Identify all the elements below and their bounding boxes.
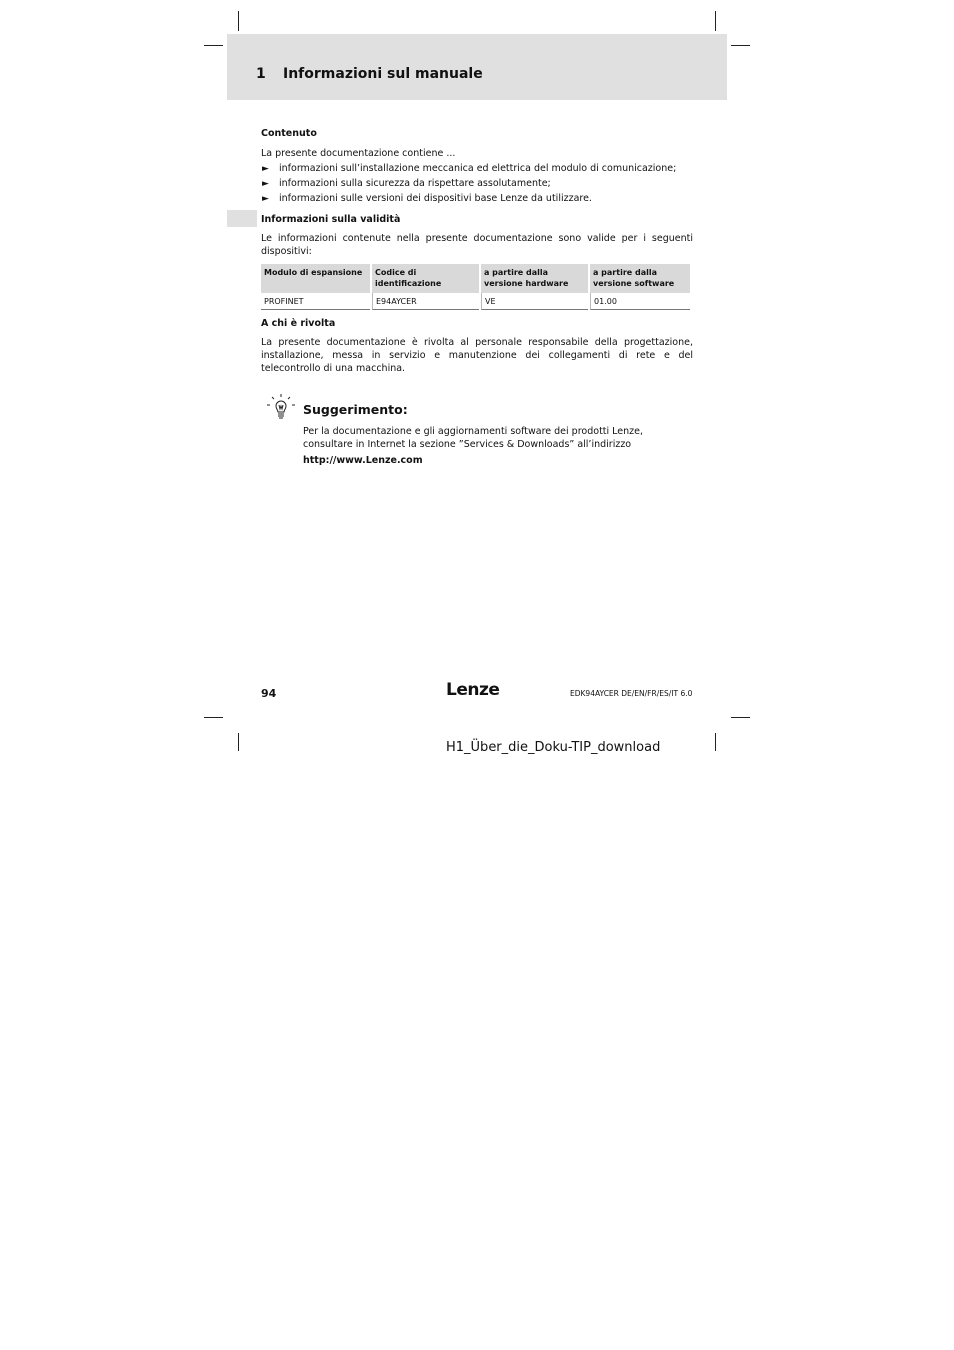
table-cell: 01.00 (590, 293, 690, 310)
contenuto-intro: La presente documentazione contiene ... (261, 148, 456, 159)
tip-text: Per la documentazione e gli aggiornamenti software dei prodotti Lenze, consultare in Internet la sezione ”Services & Downloads” all’indirizzo (303, 426, 644, 450)
validita-text: Le informazioni contenute nella presente documentazione sono valide per i seguenti dispositivi: (261, 233, 693, 257)
crop-mark (715, 733, 716, 751)
crop-mark (204, 45, 223, 46)
crop-mark (238, 11, 239, 31)
crop-mark (715, 11, 716, 31)
document-code: EDK94AYCER DE/EN/FR/ES/IT 6.0 (570, 689, 693, 698)
page-number: 94 (261, 687, 277, 700)
content-tag-label: H1_Über_die_Doku-TIP_download (446, 740, 661, 755)
table-header-cell: Codice di identificazione (372, 264, 479, 293)
list-item: ► informazioni sull’installazione meccanica ed elettrica del modulo di comunicazione; (262, 163, 677, 174)
lenze-website-link[interactable]: http://www.Lenze.com (303, 455, 423, 466)
table-cell: PROFINET (261, 293, 370, 310)
crop-mark (204, 717, 223, 718)
validity-table (259, 264, 692, 310)
crop-mark (731, 45, 750, 46)
chapter-number: 1 (256, 66, 266, 82)
bullet-arrow-icon: ► (262, 179, 269, 189)
table-cell: E94AYCER (372, 293, 479, 310)
section-heading-validita: Informazioni sulla validità (261, 214, 401, 225)
table-row (261, 293, 690, 310)
list-item: ► informazioni sulla sicurezza da rispettare assolutamente; (262, 178, 551, 189)
section-heading-destinatari: A chi è rivolta (261, 318, 336, 329)
crop-mark (731, 717, 750, 718)
table-header-cell: a partire dalla versione hardware (481, 264, 588, 293)
list-item: ► informazioni sulle versioni dei dispositivi base Lenze da utilizzare. (262, 193, 592, 204)
lenze-logo: Lenze (446, 680, 500, 700)
table-header-cell: a partire dalla versione software (590, 264, 690, 293)
crop-mark (238, 733, 239, 751)
table-header-row (261, 264, 690, 293)
destinatari-text: La presente documentazione è rivolta al personale responsabile della progettazione, installazione, messa in servizio e manutenzione dei collegamenti di rete e del telecontrollo di una macchina. (261, 337, 693, 374)
margin-marker (227, 210, 257, 227)
tip-title: Suggerimento: (303, 402, 408, 417)
lightbulb-icon (266, 393, 296, 421)
section-heading-contenuto: Contenuto (261, 128, 317, 139)
bullet-arrow-icon: ► (262, 164, 269, 174)
table-cell: VE (481, 293, 588, 310)
table-header-cell: Modulo di espansione (261, 264, 370, 293)
bullet-arrow-icon: ► (262, 194, 269, 204)
chapter-title: Informazioni sul manuale (283, 66, 483, 82)
